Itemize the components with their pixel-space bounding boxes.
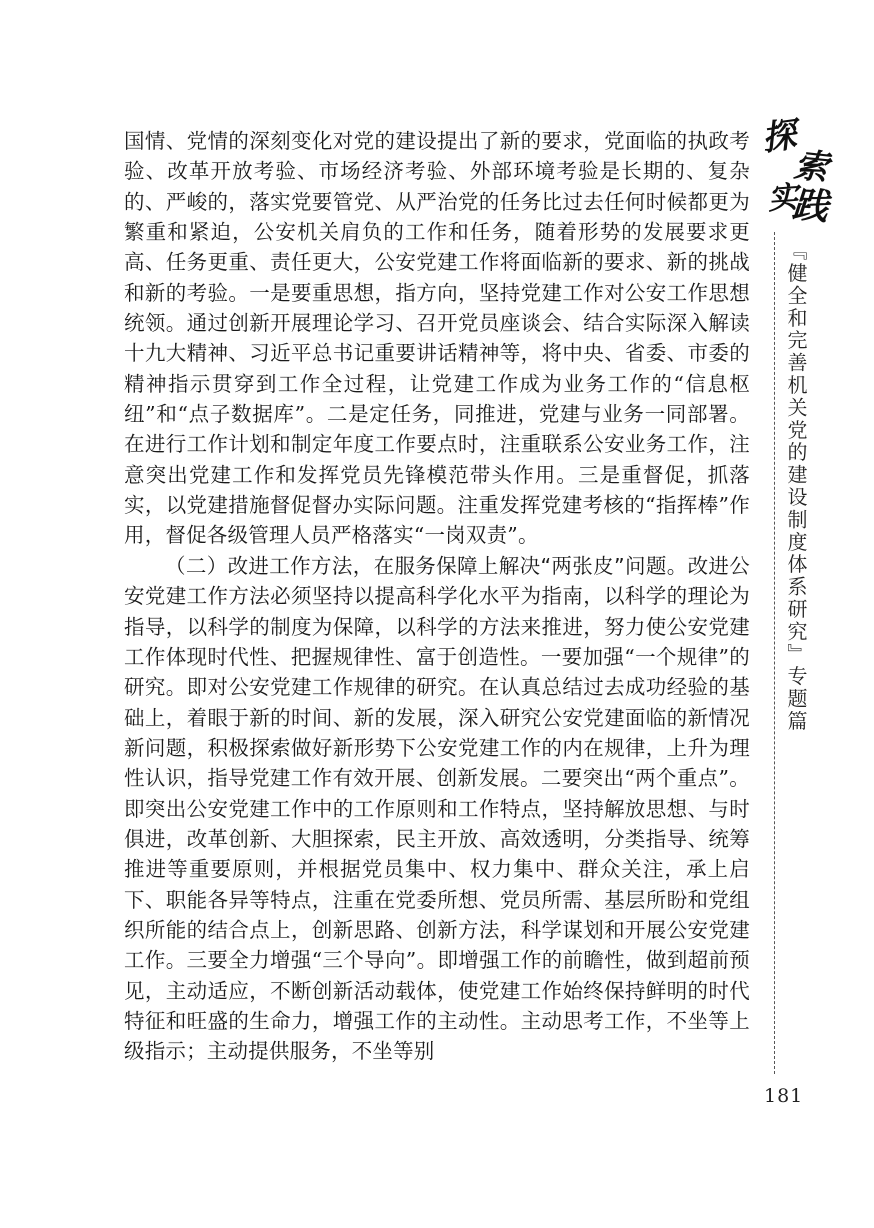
section-logo-calligraphy <box>759 114 834 230</box>
logo-char: 实 <box>766 179 800 218</box>
paragraph <box>124 126 750 551</box>
page-number: 181 <box>764 1085 804 1107</box>
paragraph <box>124 551 750 1067</box>
logo-char: 践 <box>790 183 830 229</box>
subsection-heading: （二）改进工作方法，在服务保障上解决“两张皮”问题。 <box>165 553 688 578</box>
vertical-dashed-rule <box>774 232 775 1074</box>
paragraph-text: 国情、党情的深刻变化对党的建设提出了新的要求，党面临的执政考验、改革开放考验、市场经济考验、外部环境考验是长期的、复杂的、严峻的，落实党要管党、从严治党的任务比过去任何时候都更为繁重和紧迫，公安机关肩负的工作和任务，随着形势的发展要求更高、任务更重、责任更大，公安党建工作将面临新的要求、新的挑战和新的考验。一是要重思想，指方向，坚持党建工作对公安工作思想统领。通过创新开展理论学习、召开党员座谈会、结合实际深入解读十九大精神、习近平总书记重要讲话精神等，将中央、省委、市委的精神指示贯穿到工作全过程，让党建工作成为业务工作的“信息枢纽”和“点子数据库”。二是定任务，同推进，党建与业务一同部署。在进行工作计划和制定年度工作要点时，注重联系公安业务工作，注意突出党建工作和发挥党员先锋模范带头作用。三是重督促，抓落实，以党建措施督促督办实际问题。注重发挥党建考核的“指挥棒”作用，督促各级管理人员严格落实“一岗双责”。 <box>124 129 750 548</box>
running-section-title: 『健全和完善机关党的建设制度体系研究』专题篇 <box>784 240 808 733</box>
body-text <box>124 126 750 1067</box>
logo-char: 探 <box>759 114 799 160</box>
logo-char: 索 <box>792 145 830 189</box>
paragraph-text: 改进公安党建工作方法必须坚持以提高科学化水平为指南，以科学的理论为指导，以科学的制度为保障，以科学的方法来推进，努力使公安党建工作体现时代性、把握规律性、富于创造性。一要加强“一个规律”的研究。即对公安党建工作规律的研究。在认真总结过去成功经验的基础上，着眼于新的时间、新的发展，深入研究公安党建面临的新情况新问题，积极探索做好新形势下公安党建工作的内在规律，上升为理性认识，指导党建工作有效开展、创新发展。二要突出“两个重点”。即突出公安党建工作中的工作原则和工作特点，坚持解放思想、与时俱进，改革创新、大胆探索，民主开放、高效透明，分类指导、统筹推进等重要原则，并根据党员集中、权力集中、群众关注，承上启下、职能各异等特点，注重在党委所想、党员所需、基层所盼和党组织所能的结合点上，创新思路、创新方法，科学谋划和开展公安党建工作。三要全力增强“三个导向”。即增强工作的前瞻性，做到超前预见，主动适应，不断创新活动载体，使党建工作始终保持鲜明的时代特征和旺盛的生命力，增强工作的主动性。主动思考工作，不坐等上级指示；主动提供服务，不坐等别 <box>124 553 750 1064</box>
